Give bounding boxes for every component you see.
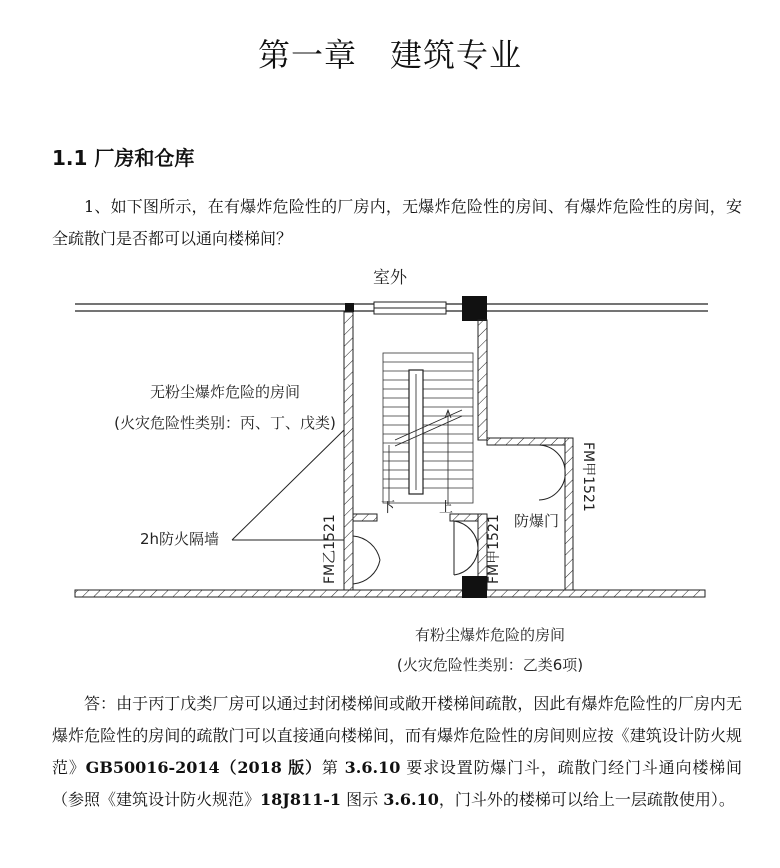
chapter-title: 第一章 建筑专业 (257, 36, 522, 74)
exterior-wall-top (75, 302, 708, 314)
fire-wall-label: 2h防火隔墙 (140, 530, 220, 548)
room-dust-label: 有粉尘爆炸危险的房间 (414, 626, 566, 644)
question-paragraph: 1、如下图所示，在有爆炸危险性的厂房内，无爆炸危险性的房间、有爆炸危险性的房间，安全疏散门是否都可以通向楼梯间？ (52, 197, 742, 248)
stair-up-label: 上 (439, 500, 453, 516)
door-fmj-right-label: FM甲1521 (580, 442, 596, 512)
answer-code1: GB50016-2014（2018 版） (85, 758, 322, 777)
door-fmj-right-swing (539, 445, 565, 500)
answer-paragraph (52, 688, 742, 816)
column-top-right (462, 296, 487, 321)
section-title: 1.1 厂房和仓库 (52, 146, 195, 170)
answer-part1: 答：由于丙丁戊类厂房可以通过封闭楼梯间或敞开楼梯间疏散，因此有爆炸危险性的厂房内无爆炸危险性的房间的疏散门可以直接通向楼梯间，而有爆炸危险性的房间则应按《建筑设计防火规范》 (52, 694, 742, 777)
column-bottom-right (462, 576, 487, 598)
door-fmy-swing (353, 536, 380, 584)
door-fmj-left-swing (454, 521, 478, 575)
room-no-dust-class: (火灾危险性类别：丙、丁、戊类) (114, 414, 336, 432)
answer-part3: 要求设置防爆门斗，疏散门经门斗通向楼梯间（参照《建筑设计防火规范》 (52, 758, 742, 809)
stair-down-label: 下 (381, 500, 395, 516)
stair-flights (383, 353, 473, 505)
answer-part5: ，门斗外的楼梯可以给上一层疏散使用）。 (438, 790, 735, 809)
exterior-wall-bottom (75, 590, 705, 597)
room-no-dust-label: 无粉尘爆炸危险的房间 (149, 383, 301, 401)
room-dust-class: (火灾危险性类别：乙类6项) (396, 656, 584, 674)
answer-clause2: 3.6.10 (383, 790, 439, 809)
door-fmy-label: FM乙1521 (322, 514, 338, 584)
answer-code2: 18J811-1 (260, 790, 342, 809)
column-top-left (345, 303, 354, 312)
door-fmj-left-label: FM甲1521 (486, 514, 502, 584)
answer-part4: 图示 (341, 790, 384, 809)
explosion-door-label: 防爆门 (514, 512, 560, 530)
answer-part2: 第 (321, 758, 345, 777)
outdoor-label: 室外 (373, 268, 407, 288)
answer-clause1: 3.6.10 (344, 758, 401, 777)
